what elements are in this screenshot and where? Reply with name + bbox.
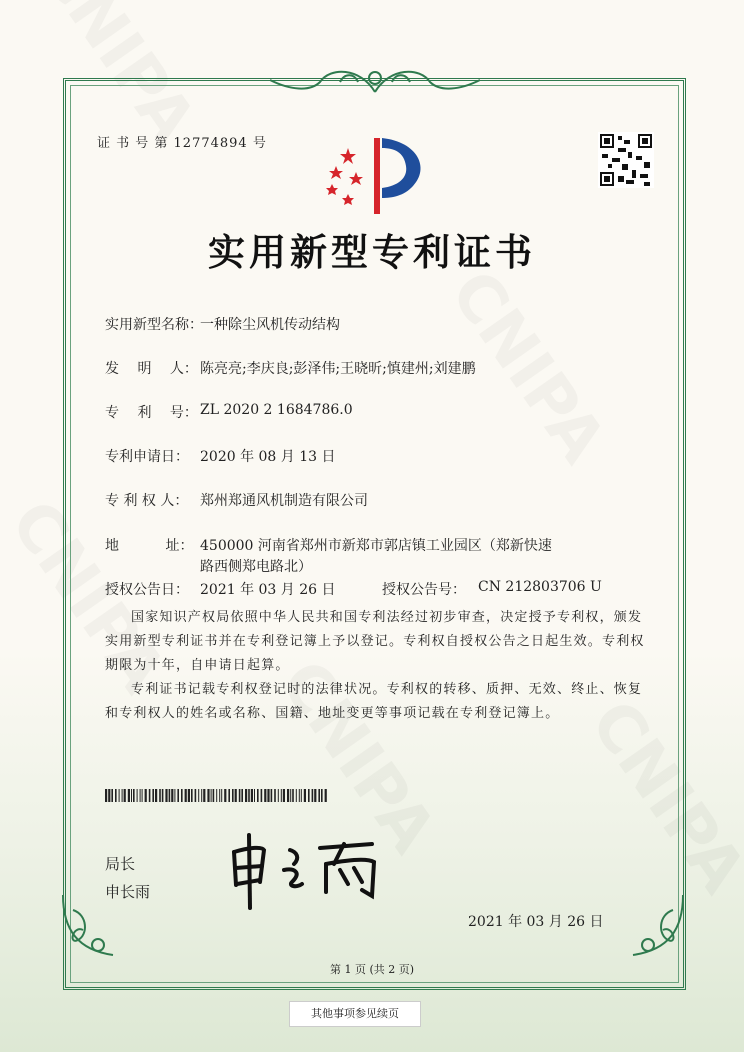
barcode-bar [171, 789, 173, 802]
barcode-bar [245, 789, 247, 802]
filing-date-value: 2020 年 08 月 13 日 [200, 449, 336, 465]
barcode-bar [274, 789, 276, 802]
barcode-bar [105, 789, 107, 802]
barcode-bar [287, 789, 289, 802]
barcode-bar [241, 789, 243, 802]
barcode-bar [299, 789, 300, 802]
barcode-bar [248, 789, 250, 802]
barcode-bar [188, 789, 190, 802]
barcode-bar [108, 789, 110, 802]
barcode-bar [290, 789, 291, 802]
barcode-bar [304, 789, 306, 802]
utility-model-name-value: 一种除尘风机传动结构 [200, 317, 340, 333]
barcode-bar [185, 789, 187, 802]
barcode-bar [115, 789, 117, 802]
barcode-bar [301, 789, 302, 802]
barcode-bar [119, 789, 120, 802]
barcode-bar [278, 789, 279, 802]
barcode-bar [122, 789, 123, 802]
barcode-bar [296, 789, 297, 802]
barcode-bar [221, 789, 222, 802]
barcode-bar [133, 789, 135, 802]
barcode-bar [216, 789, 217, 802]
barcode-bar [308, 789, 310, 802]
page-number: 第 1 页 (共 2 页) [329, 963, 415, 976]
barcode-bar [137, 789, 138, 802]
barcode-bar [213, 789, 215, 802]
barcode-bar [321, 789, 323, 802]
barcode-bar [128, 789, 130, 802]
barcode-bar [281, 789, 282, 802]
barcode-bar [312, 789, 314, 802]
statement-paragraph: 专利证书记载专利权登记时的法律状况。专利权的转移、质押、无效、终止、恢复和专利权人的姓名或名称、国籍、地址变更等事项记载在专利登记簿上。 [105, 682, 643, 721]
barcode-bar [219, 789, 220, 802]
address-value: 450000 河南省郑州市新郑市郭店镇工业园区（郑新快速 [200, 538, 552, 554]
barcode-bar [174, 789, 175, 802]
barcode-bar [181, 789, 183, 802]
cnipa-logo [318, 128, 430, 218]
patent-number-label: 专 利 号： [105, 405, 198, 421]
barcode-bar [198, 789, 199, 802]
address-value-line2: 路西侧郑电路北） [200, 559, 312, 575]
barcode-bar [267, 789, 269, 802]
statement-paragraph: 国家知识产权局依照中华人民共和国专利法经过初步审查，决定授予专利权，颁发实用新型专利证书并在专利登记簿上予以登记。专利权自授权公告之日起生效。专利权期限为十年，自申请日起算。 [105, 610, 645, 673]
grant-number-label: 授权公告号： [382, 582, 466, 598]
barcode-bar [191, 789, 193, 802]
barcode [105, 789, 327, 802]
barcode-bar [283, 789, 285, 802]
qr-code[interactable] [598, 132, 654, 188]
barcode-bar [152, 789, 154, 802]
barcode-bar [177, 789, 179, 802]
patentee-value: 郑州郑通风机制造有限公司 [200, 493, 368, 509]
barcode-bar [142, 789, 143, 802]
signatory-name: 申长雨 [105, 883, 151, 901]
inventors-label: 发 明 人： [105, 361, 198, 377]
grant-date-value: 2021 年 03 月 26 日 [200, 582, 336, 598]
barcode-bar [232, 789, 234, 802]
barcode-bar [207, 789, 209, 802]
signatory-title: 局长 [105, 855, 136, 873]
barcode-bar [169, 789, 171, 802]
barcode-bar [131, 789, 132, 802]
continuation-note: 其他事项参见续页 [289, 1001, 421, 1027]
barcode-bar [264, 789, 266, 802]
issue-date: 2021 年 03 月 26 日 [468, 914, 604, 930]
barcode-bar [149, 789, 151, 802]
barcode-bar [261, 789, 263, 802]
barcode-bar [124, 789, 126, 802]
patent-number-value: ZL 2020 2 1684786.0 [200, 402, 353, 418]
barcode-bar [228, 789, 230, 802]
barcode-bar [254, 789, 255, 802]
address-label: 地 址： [105, 538, 194, 554]
barcode-bar [162, 789, 164, 802]
barcode-bar [251, 789, 253, 802]
barcode-bar [224, 789, 226, 802]
filing-date-label: 专利申请日： [105, 449, 189, 465]
barcode-bar [201, 789, 202, 802]
barcode-bar [325, 789, 327, 802]
barcode-bar [159, 789, 161, 802]
barcode-bar [239, 789, 241, 802]
barcode-bar [314, 789, 316, 802]
barcode-bar [292, 789, 294, 802]
patentee-label: 专 利 权 人： [105, 493, 189, 509]
grant-number-value: CN 212803706 U [478, 579, 602, 595]
corner-ornament [628, 890, 688, 960]
utility-model-name-label: 实用新型名称： [105, 317, 203, 333]
barcode-bar [140, 789, 141, 802]
barcode-bar [211, 789, 212, 802]
handwritten-signature [222, 830, 392, 910]
barcode-bar [271, 789, 273, 802]
barcode-bar [318, 789, 320, 802]
barcode-bar [165, 789, 167, 802]
barcode-bar [195, 789, 197, 802]
certificate-title: 实用新型专利证书 [208, 230, 536, 274]
barcode-bar [111, 789, 113, 802]
inventors-value: 陈亮亮;李庆良;彭泽伟;王晓昕;慎建州;刘建鹏 [200, 361, 476, 377]
barcode-bar [155, 789, 157, 802]
barcode-bar [203, 789, 205, 802]
grant-date-label: 授权公告日： [105, 582, 189, 598]
top-ornament [260, 62, 490, 96]
barcode-bar [235, 789, 237, 802]
barcode-bar [145, 789, 147, 802]
certificate-number: 证 书 号 第 12774894 号 [97, 136, 267, 151]
barcode-bar [257, 789, 259, 802]
